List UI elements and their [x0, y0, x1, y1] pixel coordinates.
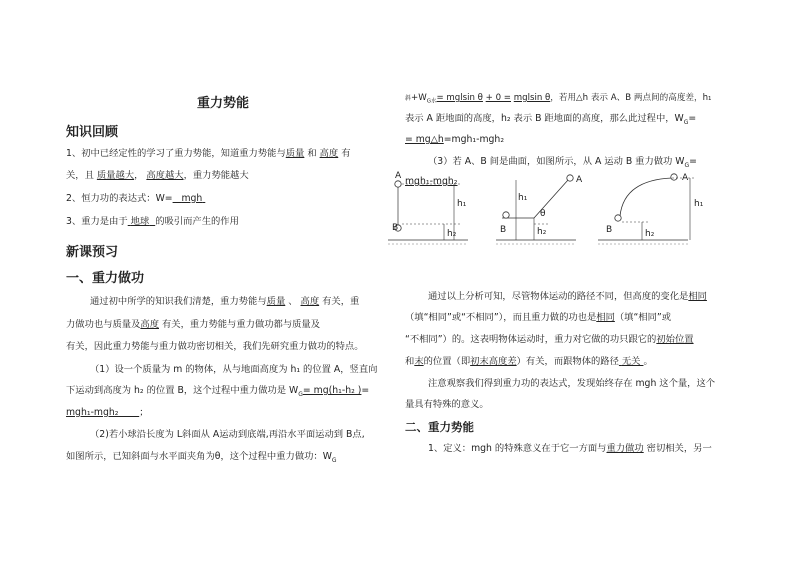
diagram-vertical-drop	[388, 171, 468, 244]
para1-line-1: 通过初中所学的知识我们清楚，重力势能与质量 、 高度 有关，重	[90, 296, 360, 307]
para5-line-2: 量具有特殊的意义。	[405, 399, 489, 410]
fill-blank: 相同	[596, 312, 615, 323]
para2-line-3: mgh₁-mgh₂ ；	[66, 407, 149, 418]
fill-blank: mgh₁-mgh₂	[66, 407, 119, 418]
right-line-3: = mg△h=mgh₁-mgh₂	[405, 134, 505, 145]
svg-text:A: A	[395, 171, 402, 181]
para4-line-3: “不相同”）的。这表明物体运动时，重力对它做的功只跟它的初始位置	[405, 334, 694, 345]
svg-text:h₂: h₂	[645, 229, 655, 239]
svg-text:A: A	[682, 173, 689, 183]
svg-text:B: B	[606, 225, 613, 235]
para3-line-1: （2)若小球沿长度为 L斜面从 A运动到底端,再沿水平面运动到 B点,	[90, 429, 365, 440]
section-preview: 新课预习	[66, 245, 119, 260]
section-gravitational-potential-energy: 二、重力势能	[405, 420, 474, 434]
fill-blank: = mg△h	[405, 134, 444, 145]
review-line-4: 3、重力是由于 地球 的吸引而产生的作用	[66, 216, 239, 227]
fill-blank: 高度	[140, 319, 159, 330]
para2-line-1: （1）设一个质量为 m 的物体，从与地面高度为 h₁ 的位置 A，竖直向	[90, 364, 378, 375]
fill-blank: 初始位置	[656, 334, 694, 345]
definition-line-1: 1、定义：mgh 的特殊意义在于它一方面与重力做功 密切相关，另一	[428, 443, 712, 454]
fill-blank: = mglsin θ	[436, 93, 483, 103]
section-knowledge-review: 知识回顾	[66, 125, 119, 140]
fill-blank: 相同	[688, 291, 707, 302]
fill-blank: 重力做功	[606, 443, 644, 454]
ball-a	[395, 181, 401, 187]
fill-blank: 无关	[621, 356, 641, 367]
svg-text:θ: θ	[540, 209, 546, 219]
para2-line-2: 下运动到高度为 h₂ 的位置 B，这个过程中重力做功是 $W_G= mg(h_1-h_2$ )=	[66, 385, 370, 398]
fill-blank: mgh₁-mgh₂	[405, 176, 458, 187]
para4-line-4: 和末的位置（即初末高度差）有关，而跟物体的路径 无关 。	[405, 356, 653, 367]
right-line-4: （3）若 A、B 间是曲面，如图所示，从 A 运动 B 重力做功 $W_G=$	[428, 156, 697, 169]
diagram-curve	[598, 173, 704, 244]
para4-line-2: （填“相同”或“不相同”），而且重力做的功也是相同（填“相同”或	[405, 312, 671, 323]
ball-a	[671, 174, 677, 180]
right-line-1: 斜$+W_{G水}= mglsin$ θ + 0 = mglsin θ，若用△h 表示 A、B 两点间的高度差，h₁	[405, 93, 712, 105]
fill-blank: 质量	[266, 296, 286, 307]
fill-blank: 末	[414, 356, 424, 367]
fill-blank: mgh	[181, 193, 203, 204]
fill-blank: 质量越大	[96, 170, 135, 181]
gravity-work-diagrams	[388, 170, 738, 250]
svg-text:B: B	[392, 223, 399, 233]
ball-a	[567, 175, 573, 181]
fill-blank: 质量	[285, 148, 305, 159]
para5-line-1: 注意观察我们得到重力功的表达式，发现始终存在 mgh 这个量，这个	[428, 378, 716, 389]
fill-blank: 高度	[300, 296, 320, 307]
section-gravity-work: 一、重力做功	[66, 271, 145, 286]
fill-blank: 地球	[130, 216, 150, 227]
fill-blank: mglsin θ	[513, 93, 551, 103]
right-line-2: 表示 A 距地面的高度，h₂ 表示 B 距地面的高度，那么此过程中，$W_G=$	[405, 113, 697, 126]
para1-line-3: 有关，因此重力势能与重力做功密切相关，我们先研究重力做功的特点。	[66, 341, 364, 352]
fill-blank: 初末高度差	[470, 356, 517, 367]
svg-text:h₁: h₁	[457, 199, 467, 209]
fill-blank: 高度越大	[146, 170, 184, 181]
review-line-1: 1、初中已经定性的学习了重力势能，知道重力势能与质量 和 高度 有	[66, 148, 351, 159]
ball-b	[615, 215, 621, 221]
para4-line-1: 通过以上分析可知，尽管物体运动的路径不同，但高度的变化是相同	[428, 291, 707, 302]
svg-text:B: B	[500, 225, 507, 235]
curved-path	[620, 178, 672, 216]
svg-text:h₂: h₂	[537, 227, 547, 237]
para3-line-2: 如图所示，已知斜面与水平面夹角为θ，这个过程中重力做功：$W_G$	[66, 451, 337, 464]
svg-text:A: A	[576, 175, 583, 185]
fill-blank: + 0 =	[485, 93, 512, 103]
ball-b	[503, 212, 509, 218]
review-line-2: 关，且 质量越大， 高度越大，重力势能越大	[66, 170, 249, 181]
svg-text:h₁: h₁	[518, 193, 528, 203]
svg-text:h₂: h₂	[447, 229, 457, 239]
page-title: 重力势能	[197, 96, 250, 111]
diagram-incline	[496, 175, 583, 244]
review-line-3: 2、恒力功的表达式：W= mgh	[66, 193, 205, 205]
fill-blank: = mg(h₁-h₂ )	[302, 385, 362, 396]
fill-blank: 高度	[319, 148, 339, 159]
para1-line-2: 力做功也与质量及高度 有关，重力势能与重力做功都与质量及	[66, 319, 321, 330]
svg-text:h₁: h₁	[694, 199, 704, 209]
